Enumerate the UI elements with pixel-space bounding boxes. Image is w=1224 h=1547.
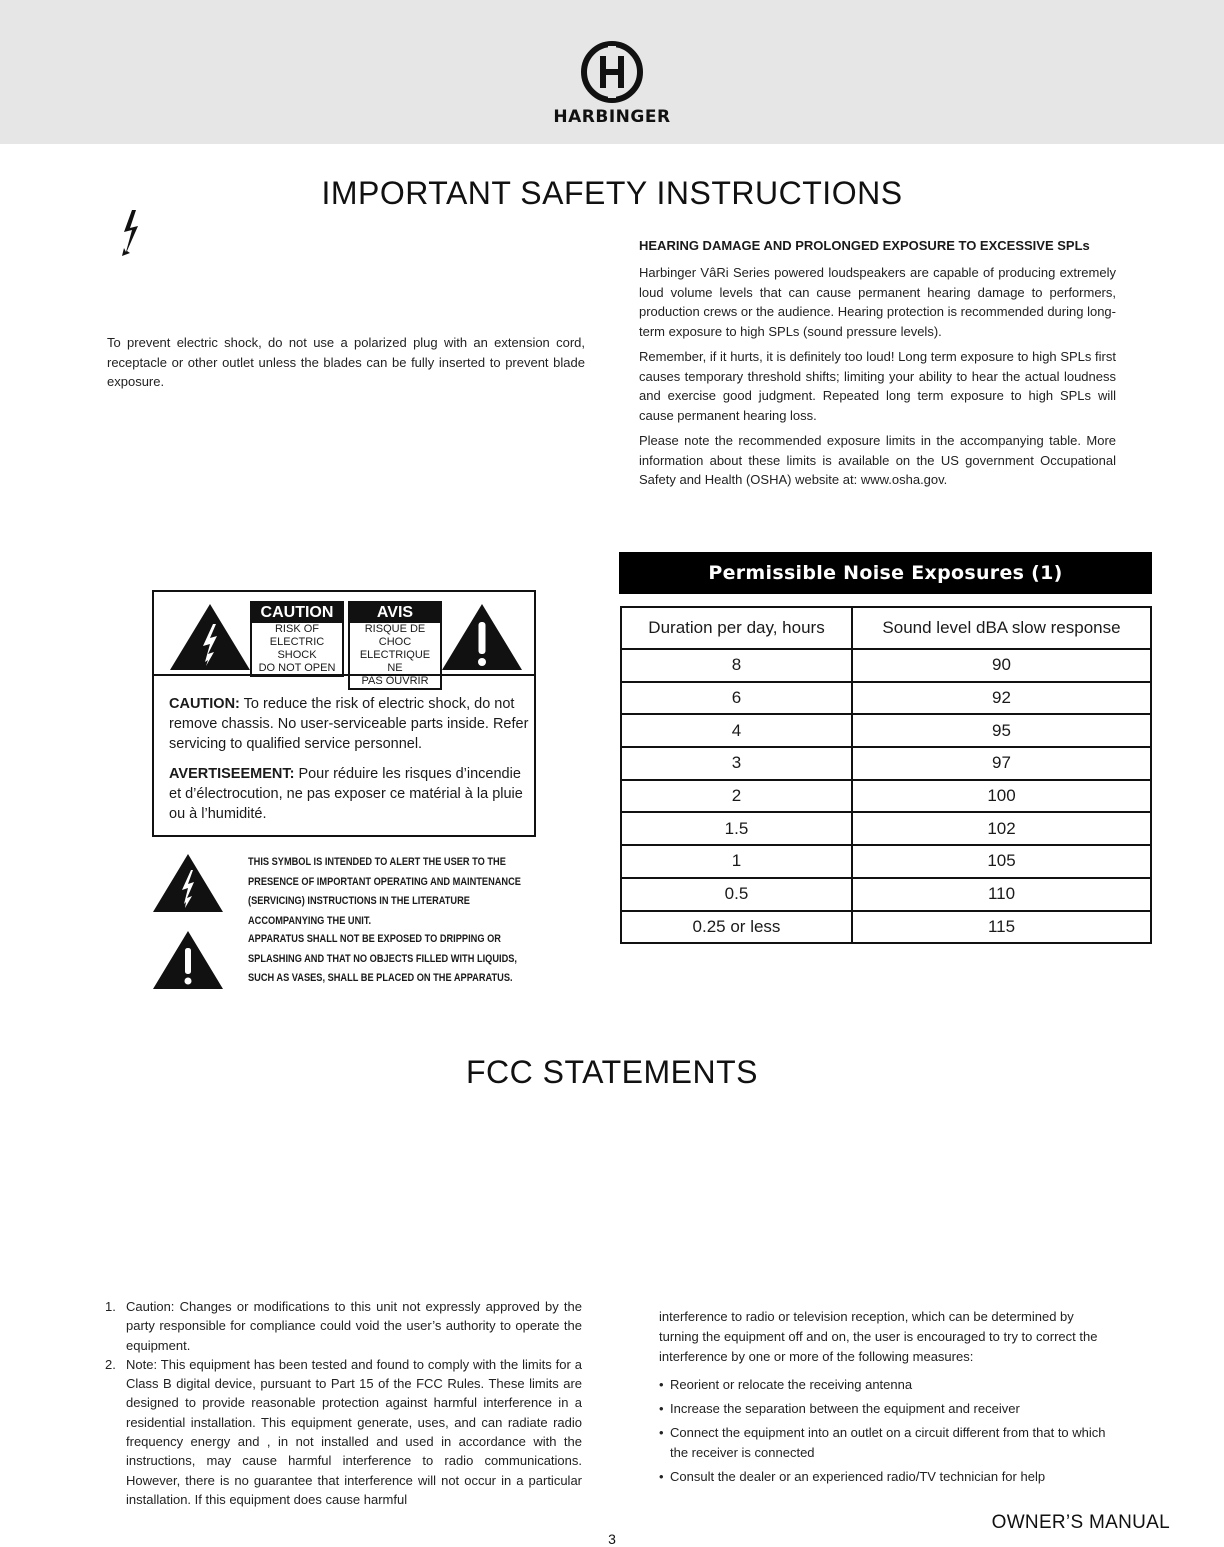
caution-sticker [250,601,344,677]
harbinger-logo-mark [580,40,644,104]
caution-sticker-head: CAUTION [252,603,342,623]
duration-cell: 1.5 [621,812,852,845]
list-item-text: Note: This equipment has been tested and found to comply with the limits for a Class B digital device, pursuant to Part 15 of the FCC Rules. These limits are designed to provide reasonable protection against harmful interference in a residential installation. This equipment generate, uses, and can radiate radio frequency energy and , in not installed and used in accordance with the instructions, may cause harmful interference to radio communications. However, there is no guarantee that interference will not occur in a particular installation. If this equipment does cause harmful [126,1356,582,1507]
polarized-plug-warning [107,333,585,398]
hearing-heading: HEARING DAMAGE AND PROLONGED EXPOSURE TO EXCESSIVE SPLs [639,238,1090,253]
hearing-paragraph: Harbinger VâRi Series powered loudspeakers are capable of producing extremely loud volume levels that can cause permanent hearing damage to performers, production crews or the audience. Hearing protection is recommended during long-term exposure to high SPLs (sound pressure levels). [639,265,1116,339]
duration-cell: 4 [621,714,852,747]
exclaim-symbol-explanation [152,930,542,992]
caution-sticker-line: RISK OF [274,623,319,635]
list-number: 2. [105,1356,116,1372]
duration-cell: 3 [621,747,852,780]
avis-sticker-line: RISQUE DE CHOC [364,623,426,648]
list-item-text: Caution: Changes or modifications to this unit not expressly approved by the party responsible for compliance could void the user’s authority to operate the equipment. [126,1299,582,1353]
electric-shock-warning-icon [152,853,224,913]
fcc-statements-list [105,1297,582,1509]
caution-sticker-line: DO NOT OPEN [258,662,336,674]
sound-level-cell: 95 [852,714,1151,747]
sound-level-cell: 115 [852,911,1151,944]
avertissement-paragraph [169,764,529,824]
lightning-bolt-icon [120,208,142,258]
table-row [621,845,1151,878]
list-number: 1. [105,1299,116,1314]
duration-cell: 8 [621,649,852,682]
table-row [621,747,1151,780]
caution-paragraph [169,694,529,754]
sound-level-cell: 90 [852,649,1151,682]
table-header-row [621,607,1151,649]
hearing-paragraph: Remember, if it hurts, it is definitely too loud! Long term exposure to high SPLs first causes temporary threshold shifts; limiting your ability to hear the actual loudness and exercise good judgment. Repeated long term exposure to high SPLs will cause permanent hearing loss. [639,349,1116,423]
caution-label-header [154,592,534,687]
column-header: Sound level dBA slow response [852,607,1151,649]
fcc-continuation-text: interference to radio or television reception, which can be determined by turning the equipment off and on, the user is encouraged to try to correct the interference by one or more of the following measures: [659,1309,1098,1364]
table-row [621,812,1151,845]
list-item: • Reorient or relocate the receiving antenna [659,1375,1117,1395]
list-item [105,1297,582,1355]
fcc-measures-list [659,1375,1117,1487]
sound-level-cell: 100 [852,780,1151,813]
sound-level-cell: 110 [852,878,1151,911]
noise-exposure-table [619,552,1152,936]
electric-shock-warning-icon [168,602,252,672]
avis-sticker [348,601,442,690]
table-row [621,714,1151,747]
hearing-paragraph: Please note the recommended exposure limits in the accompanying table. More information about these limits is available on the US government Occupational Safety and Health (OSHA) website at: www.osha.gov. [639,433,1116,487]
sound-level-cell: 102 [852,812,1151,845]
table-row [621,780,1151,813]
duration-cell: 6 [621,682,852,715]
avert-bold: AVERTISEEMENT: [169,766,295,782]
noise-table-title: Permissible Noise Exposures (1) [619,552,1152,594]
duration-cell: 2 [621,780,852,813]
avis-sticker-line: ELECTRIQUE NE [359,649,431,674]
sound-level-cell: 92 [852,682,1151,715]
avis-sticker-line: PAS OUVRIR [361,675,429,687]
caution-label-text [169,694,529,834]
list-item: • Increase the separation between the equipment and receiver [659,1399,1117,1419]
page-title-safety: IMPORTANT SAFETY INSTRUCTIONS [321,175,903,211]
duration-cell: 1 [621,845,852,878]
hearing-damage-section [639,236,1116,496]
avis-sticker-head: AVIS [350,603,440,623]
sound-level-cell: 97 [852,747,1151,780]
fcc-continuation [659,1307,1117,1491]
noise-table-grid [620,606,1152,944]
caution-text: To reduce the risk of electric shock, do not remove chassis. No user-serviceable parts inside. Refer servicing to qualified service personnel. [169,696,529,752]
table-row [621,682,1151,715]
list-item: • Connect the equipment into an outlet on a circuit different from that to which the receiver is connected [659,1423,1117,1463]
column-header: Duration per day, hours [621,607,852,649]
duration-cell: 0.5 [621,878,852,911]
logo-wordmark: HARBINGER [553,107,671,127]
list-item: • Consult the dealer or an experienced radio/TV technician for help [659,1467,1117,1487]
sound-level-cell: 105 [852,845,1151,878]
caution-bold: CAUTION: [169,696,240,712]
table-row [621,649,1151,682]
bolt-symbol-explanation [152,853,542,927]
list-item [105,1355,582,1509]
page-number: 3 [608,1531,616,1547]
table-row [621,878,1151,911]
exclamation-warning-icon [440,602,524,672]
avert-text: Pour réduire les risques d’incendie et d’électrocution, ne pas exposer ce matérial à la pluie ou à l’humidité. [169,766,523,822]
duration-cell: 0.25 or less [621,911,852,944]
owners-manual-label: OWNER’S MANUAL [991,1512,1170,1533]
brand-logo [545,40,679,127]
bolt-symbol-text: THIS SYMBOL IS INTENDED TO ALERT THE USER TO THE PRESENCE OF IMPORTANT OPERATING AND MAINTENANCE (SERVICING) INSTRUCTIONS IN THE LITERATURE ACCOMPANYING THE UNIT. [248,856,521,927]
table-row [621,911,1151,944]
caution-label-box [152,590,536,837]
plug-text: To prevent electric shock, do not use a polarized plug with an extension cord, receptacle or other outlet unless the blades can be fully inserted to prevent blade exposure. [107,335,585,389]
exclaim-symbol-text: APPARATUS SHALL NOT BE EXPOSED TO DRIPPING OR SPLASHING AND THAT NO OBJECTS FILLED WITH LIQUIDS, SUCH AS VASES, SHALL BE PLACED ON THE APPARATUS. [248,933,517,984]
exclamation-warning-icon [152,930,224,990]
page-title-fcc: FCC STATEMENTS [465,1054,759,1090]
caution-sticker-line: ELECTRIC SHOCK [269,636,325,661]
